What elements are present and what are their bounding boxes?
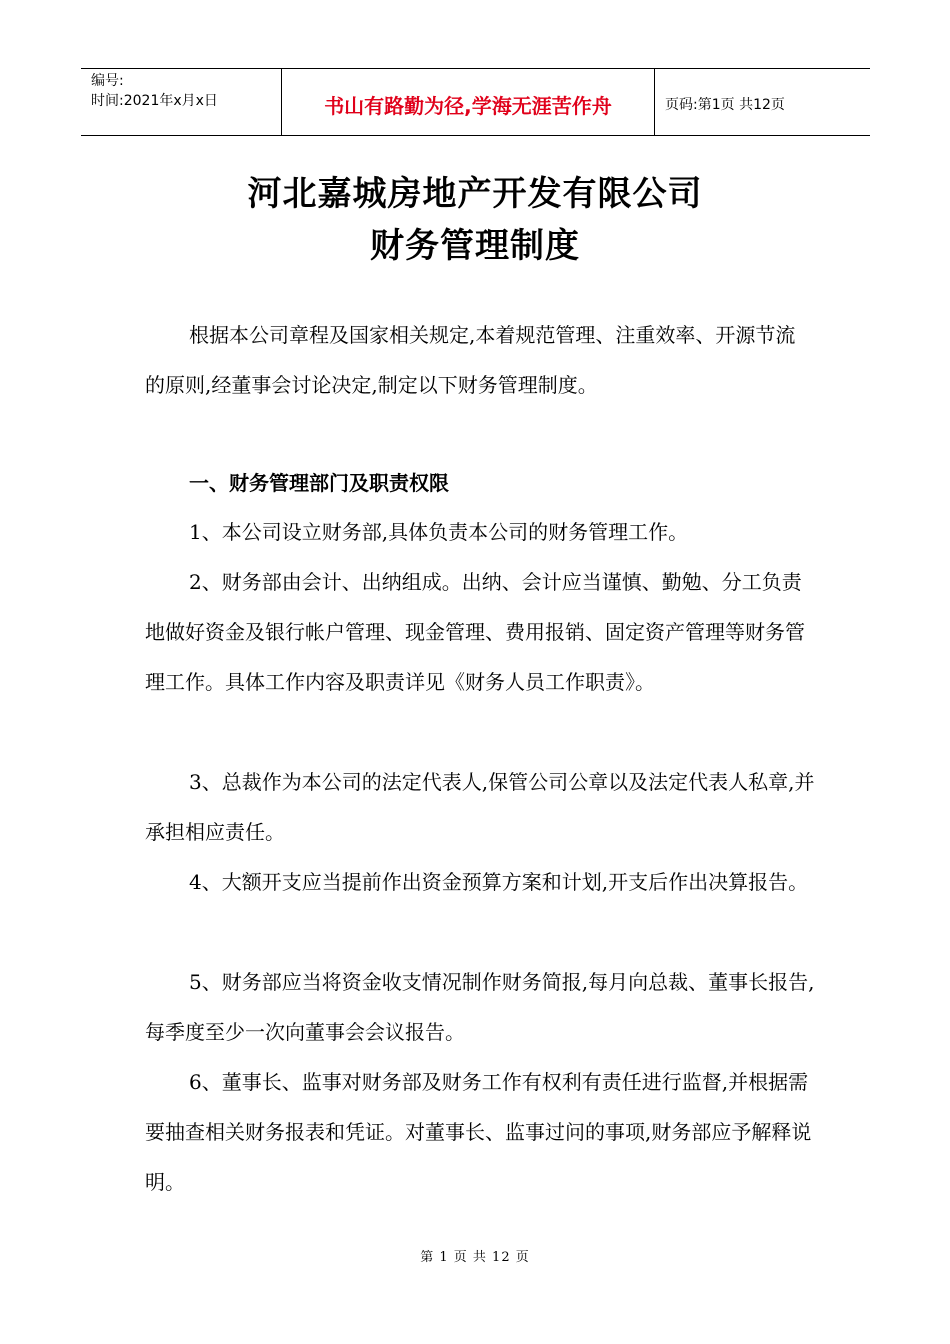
list-item: 4、大额开支应当提前作出资金预算方案和计划,开支后作出决算报告。 [189, 870, 809, 894]
intro-paragraph: 根据本公司章程及国家相关规定,本着规范管理、注重效率、开源节流的原则,经董事会讨论决定,制定以下财务管理制度。 [145, 323, 796, 397]
document-number-label: 编号: [91, 73, 124, 89]
page-header [81, 68, 870, 136]
header-page-info: 页码:第1页 共12页 [665, 97, 785, 113]
list-item: 6、董事长、监事对财务部及财务工作有权利有责任进行监督,并根据需要抽查相关财务报表和凭证。对董事长、监事过问的事项,财务部应予解释说明。 [145, 1070, 812, 1194]
section-heading: 一、财务管理部门及职责权限 [189, 471, 449, 495]
list-item: 5、财务部应当将资金收支情况制作财务简报,每月向总裁、董事长报告,每季度至少一次向董事会会议报告。 [145, 970, 815, 1044]
list-item: 1、本公司设立财务部,具体负责本公司的财务管理工作。 [189, 520, 689, 544]
document-time-label: 时间:2021年x月x日 [91, 93, 218, 109]
list-item: 2、财务部由会计、出纳组成。出纳、会计应当谨慎、勤勉、分工负责地做好资金及银行帐户管理、现金管理、费用报销、固定资产管理等财务管理工作。具体工作内容及职责详见《财务人员工作职责》。 [145, 570, 805, 694]
list-item: 3、总裁作为本公司的法定代表人,保管公司公章以及法定代表人私章,并承担相应责任。 [145, 770, 815, 844]
header-meta-cell [81, 69, 282, 135]
document-title-company: 河北嘉城房地产开发有限公司 [247, 174, 703, 214]
document-title-subject: 财务管理制度 [370, 226, 580, 266]
header-motto: 书山有路勤为径,学海无涯苦作舟 [282, 69, 655, 135]
page-footer: 第 1 页 共 12 页 [420, 1250, 530, 1265]
